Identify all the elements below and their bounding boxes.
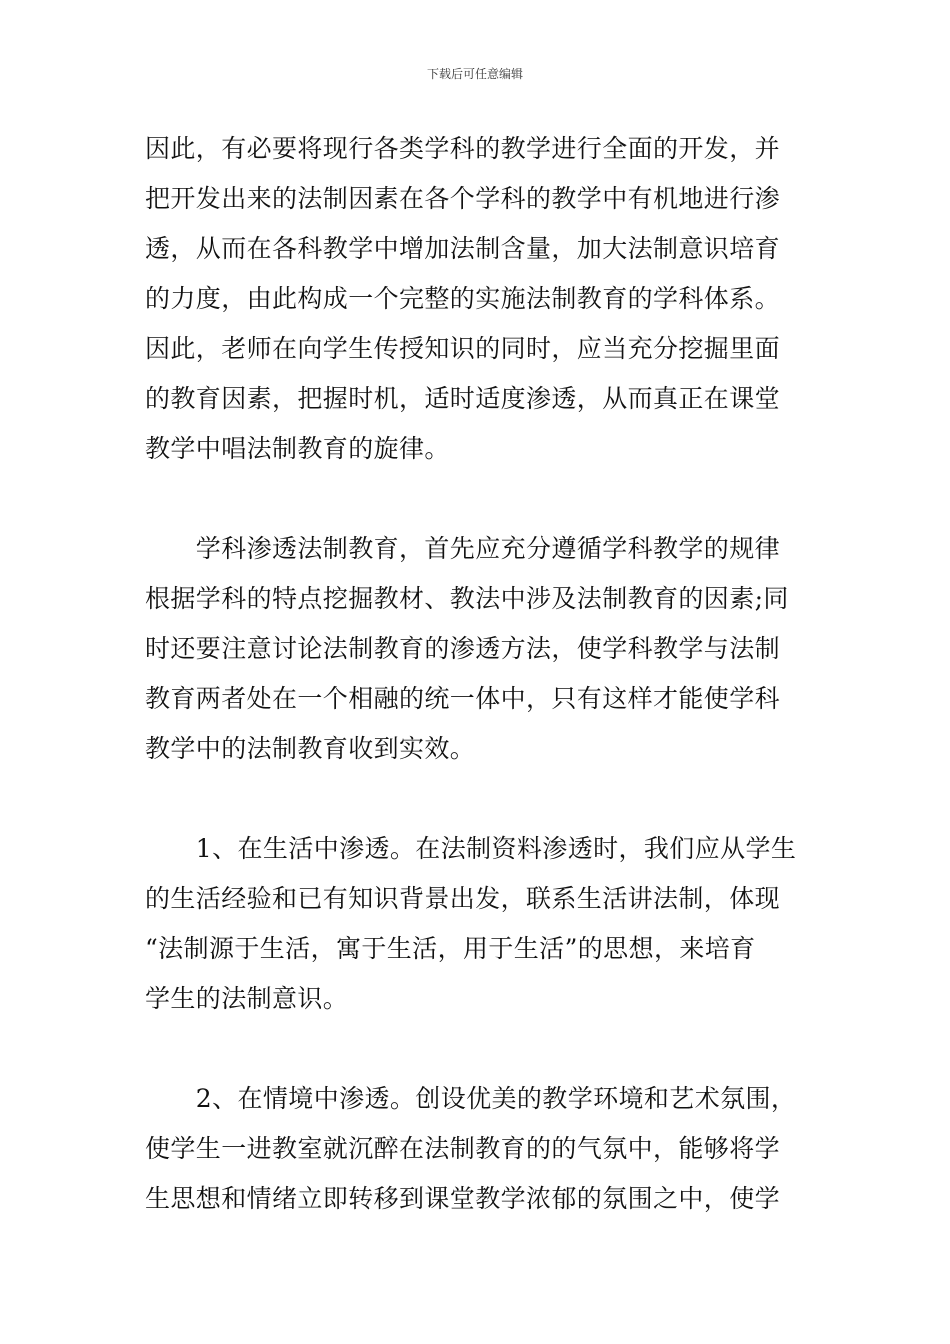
- document-body: [145, 124, 810, 1224]
- text-line: 生思想和情绪立即转移到课堂教学浓郁的氛围之中，使学: [145, 1184, 781, 1213]
- text-line: 教育两者处在一个相融的统一体中，只有这样才能使学科: [145, 684, 781, 713]
- text-line: 教学中的法制教育收到实效。: [145, 734, 476, 763]
- text-line: “法制源于生活，寓于生活，用于生活”的思想，来培育: [145, 934, 756, 963]
- text-line: 时还要注意讨论法制教育的渗透方法，使学科教学与法制: [145, 634, 781, 663]
- text-line: 因此，有必要将现行各类学科的教学进行全面的开发，并: [145, 134, 781, 163]
- paragraph-3: [145, 824, 810, 1024]
- text-line: 教学中唱法制教育的旋律。: [145, 434, 450, 463]
- text-line: 1、在生活中渗透。在法制资料渗透时，我们应从学生: [145, 834, 797, 863]
- text-line: 把开发出来的法制因素在各个学科的教学中有机地进行渗: [145, 184, 781, 213]
- paragraph-1: [145, 124, 810, 474]
- paragraph-spacer: [145, 474, 810, 524]
- text-line: 学生的法制意识。: [145, 984, 349, 1013]
- text-line: 的教育因素，把握时机，适时适度渗透，从而真正在课堂: [145, 384, 781, 413]
- text-line: 根据学科的特点挖掘教材、教法中涉及法制教育的因素;同: [145, 584, 789, 613]
- text-line: 的生活经验和已有知识背景出发，联系生活讲法制，体现: [145, 884, 781, 913]
- text-line: 透，从而在各科教学中增加法制含量，加大法制意识培育: [145, 234, 781, 263]
- text-line: 学科渗透法制教育，首先应充分遵循学科教学的规律: [145, 534, 781, 563]
- text-line: 因此，老师在向学生传授知识的同时，应当充分挖掘里面: [145, 334, 781, 363]
- text-line: 使学生一进教室就沉醉在法制教育的的气氛中，能够将学: [145, 1134, 781, 1163]
- paragraph-4: [145, 1074, 810, 1224]
- paragraph-2: [145, 524, 810, 774]
- text-line: 的力度，由此构成一个完整的实施法制教育的学科体系。: [145, 284, 781, 313]
- paragraph-spacer: [145, 1024, 810, 1074]
- text-line: 2、在情境中渗透。创设优美的教学环境和艺术氛围，: [145, 1084, 797, 1113]
- paragraph-spacer: [145, 774, 810, 824]
- page-header: 下载后可任意编辑: [426, 67, 523, 81]
